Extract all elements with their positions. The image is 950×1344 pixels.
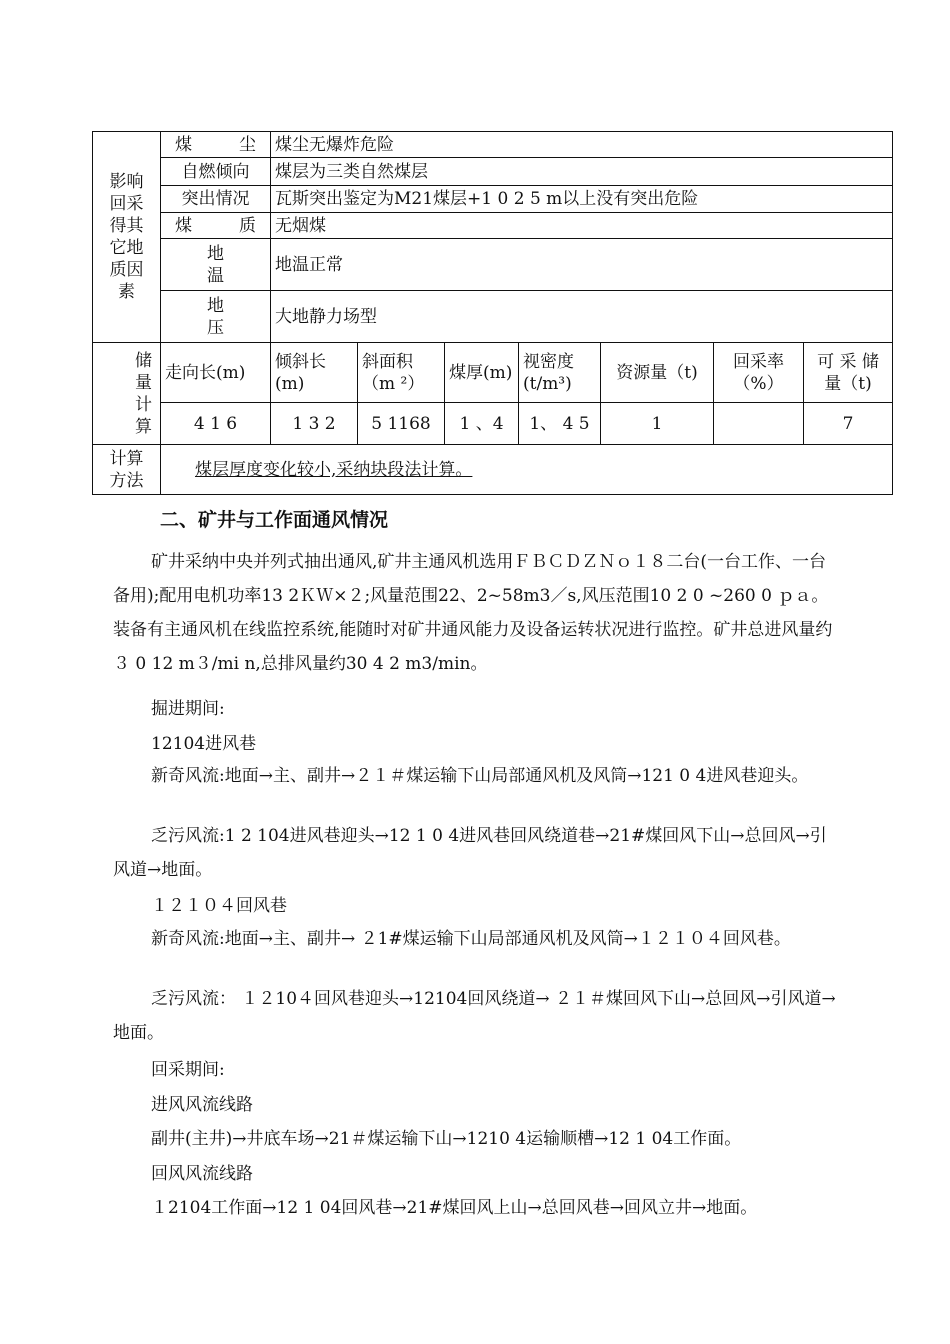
row-value-coal-dust: 煤尘无爆炸危险: [271, 132, 893, 158]
value-minable-reserve: 7: [804, 403, 893, 445]
header-minable-reserve: 可 采 储 量（t): [804, 343, 893, 403]
paragraph: 副井(主井)→井底车场→21＃煤运输下山→1210 4运输顺槽→12 1 04工作面。: [151, 1129, 742, 1149]
table-row: [93, 291, 893, 343]
row-label-coal-dust: 煤 尘: [161, 132, 271, 158]
row-label-ground-temp: 地 温: [161, 239, 271, 291]
value-slope-area: 5 1168: [358, 403, 445, 445]
geology-reserve-table: [92, 131, 893, 495]
paragraph: 进风风流线路: [151, 1095, 253, 1115]
value-recovery-rate: [714, 403, 804, 445]
paragraph: 掘进期间:: [151, 699, 225, 719]
row-value-ground-temp: 地温正常: [271, 239, 893, 291]
header-slope-area: 斜面积（m ²）: [358, 343, 445, 403]
value-coal-thickness: 1 、4: [445, 403, 519, 445]
header-dip-length: 倾斜长(m): [271, 343, 358, 403]
row-label-coal-quality: 煤 质: [161, 213, 271, 239]
paragraph: １2104工作面→12 1 04回风巷→21#煤回风上山→总回风巷→回风立井→地面。: [151, 1198, 758, 1218]
paragraph-ventilation: 矿井采纳中央并列式抽出通风,矿井主通风机选用ＦＢＣＤＺＮｏ１８二台(一台工作、一台备用);配用电机功率13 2ＫＷ×２;风量范围22、2~58m3／s,风压范围10 2 0 ~260 0 ｐａ。装备有主通风机在线监控系统,能随时对矿井通风能力及设备运转状况进行监控。矿井总进风量约３ 0 12 m３/mi n,总排风量约30 4 2 m3/min。: [113, 552, 833, 674]
paragraph: 回风风流线路: [151, 1164, 253, 1184]
row-label-outburst: 突出情况: [161, 186, 271, 213]
paragraph: 新奇风流:地面→主、副井→２１＃煤运输下山局部通风机及风筒→121 0 4进风巷迎头。: [151, 766, 809, 786]
table-row: [93, 186, 893, 213]
row-value-spontaneous: 煤层为三类自然煤层: [271, 158, 893, 186]
section-title: 二、矿井与工作面通风情况: [160, 509, 389, 531]
row-value-ground-pressure: 大地静力场型: [271, 291, 893, 343]
method-row: [93, 445, 893, 495]
row-value-outburst: 瓦斯突出鉴定为M21煤层+1 0 2 5 m以上没有突出危险: [271, 186, 893, 213]
paragraph: 12104进风巷: [151, 734, 257, 754]
table-row: [93, 213, 893, 239]
reserve-header-row: [93, 343, 893, 403]
table-row: [93, 239, 893, 291]
table-row: [93, 132, 893, 158]
value-density: 1、 4 5: [519, 403, 601, 445]
method-text: 煤层厚度变化较小,采纳块段法计算。: [161, 445, 893, 495]
row-label-spontaneous: 自燃倾向: [161, 158, 271, 186]
method-side-heading: 计算 方法: [93, 445, 161, 495]
header-resource: 资源量（t): [601, 343, 714, 403]
value-dip-length: 1 3 2: [271, 403, 358, 445]
table-row: [93, 158, 893, 186]
header-strike-length: 走向长(m): [161, 343, 271, 403]
value-resource: 1: [601, 403, 714, 445]
factor-side-heading: 影响 回采 得其 它地 质因 素: [93, 132, 161, 343]
paragraph: 回采期间:: [151, 1060, 225, 1080]
value-strike-length: 4 1 6: [161, 403, 271, 445]
row-label-ground-pressure: 地 压: [161, 291, 271, 343]
paragraph: 新奇风流:地面→主、副井→ ２1#煤运输下山局部通风机及风筒→１２１０４回风巷。: [151, 929, 791, 949]
header-coal-thickness: 煤厚(m): [445, 343, 519, 403]
paragraph: 乏污风流:1 2 104进风巷迎头→12 1 0 4进风巷回风绕道巷→21#煤回风下山→总回风→引风道→地面。: [113, 826, 827, 880]
paragraph: 乏污风流： １２10４回风巷迎头→12104回风绕道→ ２１＃煤回风下山→总回风→引风道→地面。: [113, 989, 836, 1043]
paragraph: １２１０４回风巷: [151, 896, 287, 916]
header-recovery-rate: 回采率（%）: [714, 343, 804, 403]
row-value-coal-quality: 无烟煤: [271, 213, 893, 239]
header-density: 视密度(t/m³): [519, 343, 601, 403]
reserve-side-heading: 储 量 计 算: [93, 343, 161, 445]
reserve-value-row: [93, 403, 893, 445]
